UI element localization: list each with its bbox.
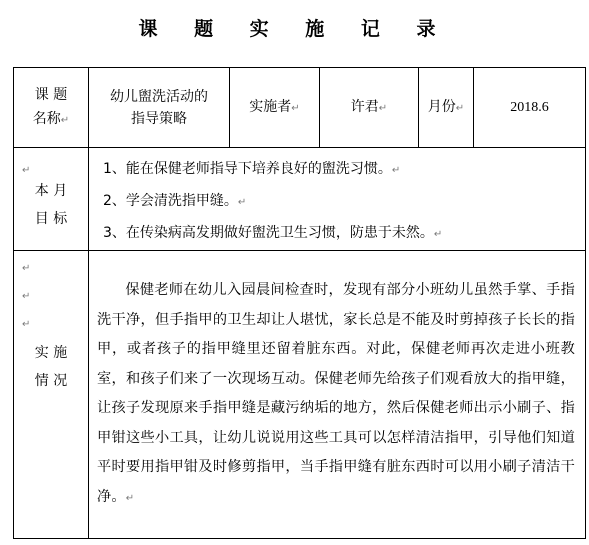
topic-label-line2: 名称	[32, 110, 61, 127]
implementer-value: 许君	[350, 98, 379, 115]
topic-value-cell	[89, 68, 230, 148]
implementation-label-line2: 情 况	[34, 373, 68, 389]
goals-label-line2: 目 标	[34, 211, 68, 227]
implementation-label-line1: 实 施	[34, 345, 68, 361]
record-table	[13, 67, 586, 539]
topic-label-cell: 课 题 名称↵	[14, 68, 89, 148]
goal-item-3: 3、在传染病高发期做好盥洗卫生习惯，防患于未然。↵	[103, 225, 443, 241]
goals-label-cell: ↵ 本 月 目 标	[14, 148, 89, 251]
topic-value-line2: 指导策略	[131, 110, 187, 127]
header-row	[14, 68, 586, 148]
implementer-label: 实施者	[249, 98, 292, 115]
goals-content-cell	[89, 148, 586, 251]
implementation-label-cell: ↵ ↵ ↵ 实 施 情 况	[14, 251, 89, 539]
goal-item-1: 1、能在保健老师指导下培养良好的盥洗习惯。↵	[103, 161, 401, 177]
goal-item-2: 2、学会清洗指甲缝。↵	[103, 193, 247, 209]
goals-label-line1: 本 月	[34, 183, 68, 199]
topic-label-line1: 课 题	[34, 86, 68, 103]
month-label: 月份	[427, 98, 456, 115]
implementer-label-cell: 实施者↵	[230, 68, 320, 148]
implementation-row	[14, 251, 586, 539]
implementation-text: 保健老师在幼儿入园晨间检查时，发现有部分小班幼儿虽然手掌、手指洗干净，但手指甲的卫生却让人堪忧，家长总是不能及时剪掉孩子长长的指甲，或者孩子的指甲缝里还留着脏东西。对此，保健老师再次走进小班教室，和孩子们来了一次现场互动。保健老师先给孩子们观看放大的指甲缝，让孩子发现原来手指甲缝是藏污纳垢的地方，然后保健老师出示小刷子、指甲钳这些小工具，让幼儿说说用这些工具可以怎样清洁指甲，引导他们知道平时要用指甲钳及时修剪指甲，当手指甲缝有脏东西时可以用小刷子清洁干净。↵	[97, 282, 575, 505]
month-value: 2018.6	[510, 100, 549, 115]
implementer-value-cell: 许君↵	[320, 68, 419, 148]
topic-value-line1: 幼儿盥洗活动的	[110, 88, 208, 105]
goals-row	[14, 148, 586, 251]
record-title: 课 题 实 施 记 录	[138, 18, 451, 40]
month-label-cell: 月份↵	[419, 68, 474, 148]
implementation-content-cell	[89, 251, 586, 539]
month-value-cell	[474, 68, 586, 148]
